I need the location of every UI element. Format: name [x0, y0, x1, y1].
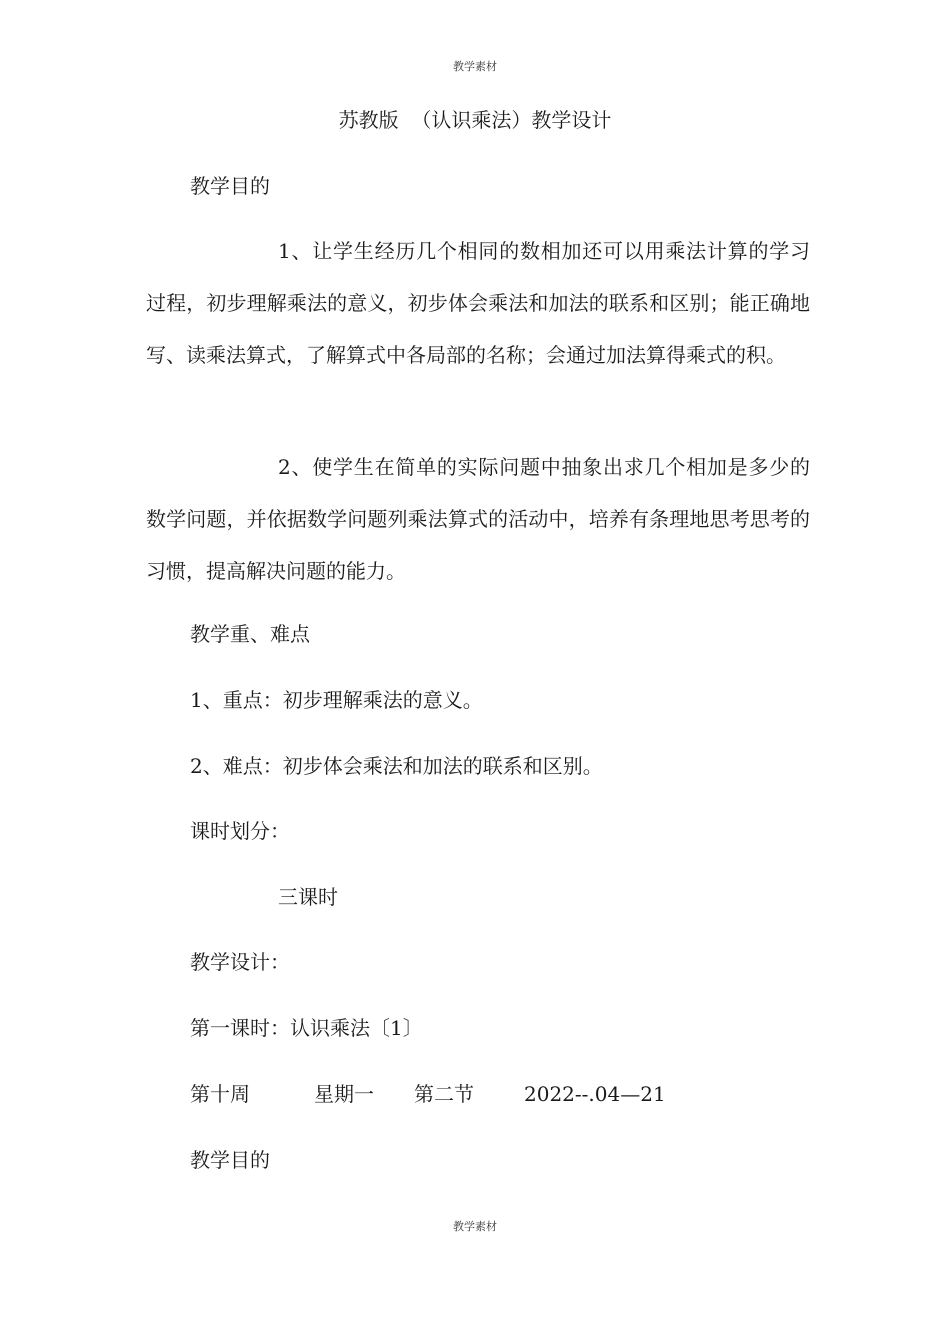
- schedule-week: 第十周: [190, 1082, 250, 1106]
- schedule-date: 2022--.04—21: [524, 1082, 666, 1106]
- key-point-line: 1、重点：初步理解乘法的意义。: [190, 688, 483, 712]
- objective-2-paragraph: 2、使学生在简单的实际问题中抽象出求几个相加是多少的数学问题，并依据数学问题列乘法算式的活动中，培养有条理地思考思考的习惯，提高解决问题的能力。: [146, 455, 810, 583]
- key-points-heading: 教学重、难点: [190, 622, 310, 646]
- difficult-point-line: 2、难点：初步体会乘法和加法的联系和区别。: [190, 754, 603, 778]
- page-footer: 教学素材: [453, 1220, 497, 1233]
- objectives-heading: 教学目的: [190, 174, 270, 198]
- objectives-heading-2: 教学目的: [190, 1148, 270, 1172]
- page-header: 教学素材: [453, 60, 497, 73]
- objective-1-paragraph: 1、让学生经历几个相同的数相加还可以用乘法计算的学习过程，初步理解乘法的意义，初步体会乘法和加法的联系和区别；能正确地写、读乘法算式，了解算式中各局部的名称；会通过加法算得乘式的积。: [146, 239, 810, 367]
- lesson-division-heading: 课时划分：: [190, 819, 290, 843]
- lesson-count: 三课时: [278, 885, 338, 909]
- schedule-day: 星期一: [314, 1082, 374, 1106]
- schedule-period: 第二节: [414, 1082, 474, 1106]
- design-heading: 教学设计：: [190, 950, 290, 974]
- lesson-schedule: [190, 1080, 750, 1108]
- first-lesson-heading: 第一课时：认识乘法〔1〕: [190, 1016, 423, 1040]
- document-title: 苏教版 （认识乘法）教学设计: [338, 108, 612, 132]
